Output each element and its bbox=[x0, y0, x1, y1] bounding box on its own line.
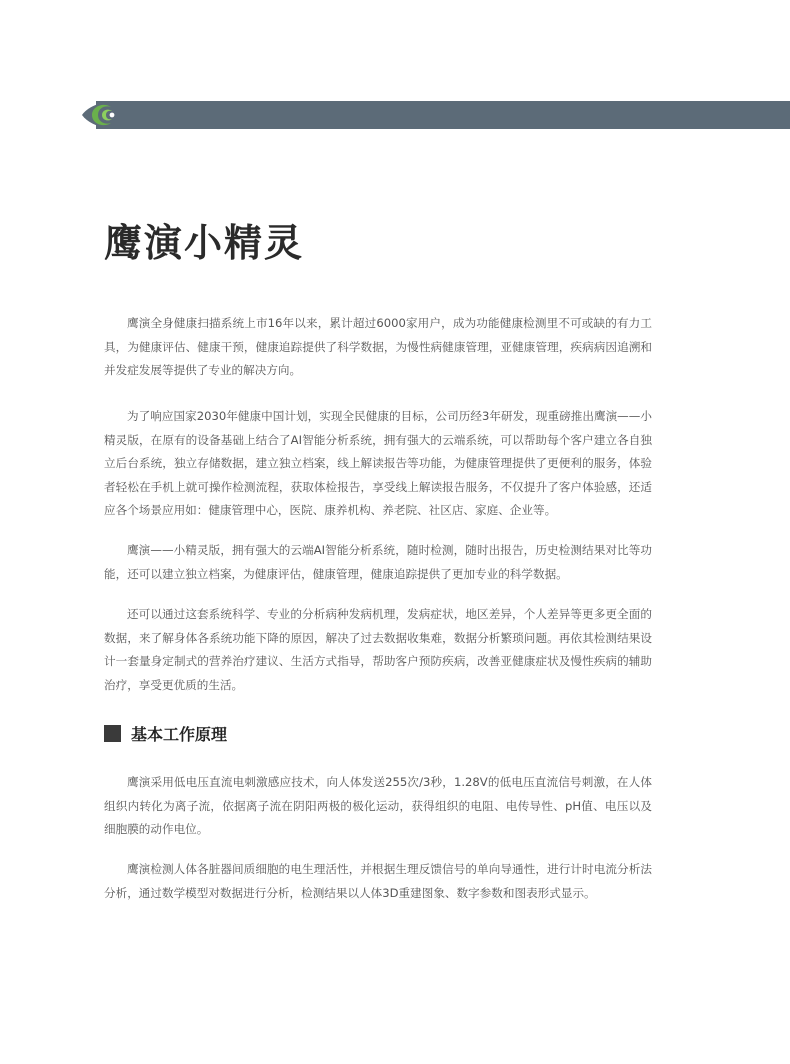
section-paragraph-2: 鹰演检测人体各脏器间质细胞的电生理活性，并根据生理反馈信号的单向导通性，进行计时电流分析法分析，通过数学模型对数据进行分析，检测结果以人体3D重建图象、数字参数和图表形式显示。 bbox=[104, 862, 652, 900]
intro-paragraph-4: 还可以通过这套系统科学、专业的分析病种发病机理，发病症状，地区差异，个人差异等更多更全面的数据，来了解身体各系统功能下降的原因，解决了过去数据收集难，数据分析繁琐问题。再依其检测结果设计一套量身定制式的营养治疗建议、生活方式指导，帮助客户预防疾病，改善亚健康症状及慢性疾病的辅助治疗，享受更优质的生活。 bbox=[104, 607, 652, 692]
header-band bbox=[96, 101, 790, 129]
section-heading bbox=[104, 722, 227, 745]
intro-paragraph-3: 鹰演——小精灵版，拥有强大的云端AI智能分析系统，随时检测，随时出报告，历史检测结果对比等功能，还可以建立独立档案，为健康评估，健康管理，健康追踪提供了更加专业的科学数据。 bbox=[104, 543, 652, 581]
section-paragraph-1: 鹰演采用低电压直流电刺激感应技术，向人体发送255次/3秒，1.28V的低电压直流信号刺激，在人体组织内转化为离子流，依据离子流在阴阳两极的极化运动，获得组织的电阻、电传导性、pH值、电压以及细胞膜的动作电位。 bbox=[104, 775, 652, 836]
section-square-icon bbox=[104, 725, 121, 742]
page-title: 鹰演小精灵 bbox=[104, 221, 305, 265]
section-heading-text: 基本工作原理 bbox=[131, 725, 228, 744]
brand-logo-icon bbox=[78, 99, 130, 131]
intro-paragraph-1: 鹰演全身健康扫描系统上市16年以来，累计超过6000家用户，成为功能健康检测里不可或缺的有力工具，为健康评估、健康干预，健康追踪提供了科学数据，为慢性病健康管理，亚健康管理，疾病病因追溯和并发症发展等提供了专业的解决方向。 bbox=[104, 316, 652, 377]
intro-paragraph-2: 为了响应国家2030年健康中国计划，实现全民健康的目标，公司历经3年研发，现重磅推出鹰演——小精灵版，在原有的设备基础上结合了AI智能分析系统，拥有强大的云端系统，可以帮助每个客户建立各自独立后台系统，独立存储数据，建立独立档案，线上解读报告等功能，为健康管理提供了更便利的服务，体验者轻松在手机上就可操作检测流程，获取体检报告，享受线上解读报告服务，不仅提升了客户体验感，还适应各个场景应用如：健康管理中心，医院、康养机构、养老院、社区店、家庭、企业等。 bbox=[104, 409, 652, 517]
